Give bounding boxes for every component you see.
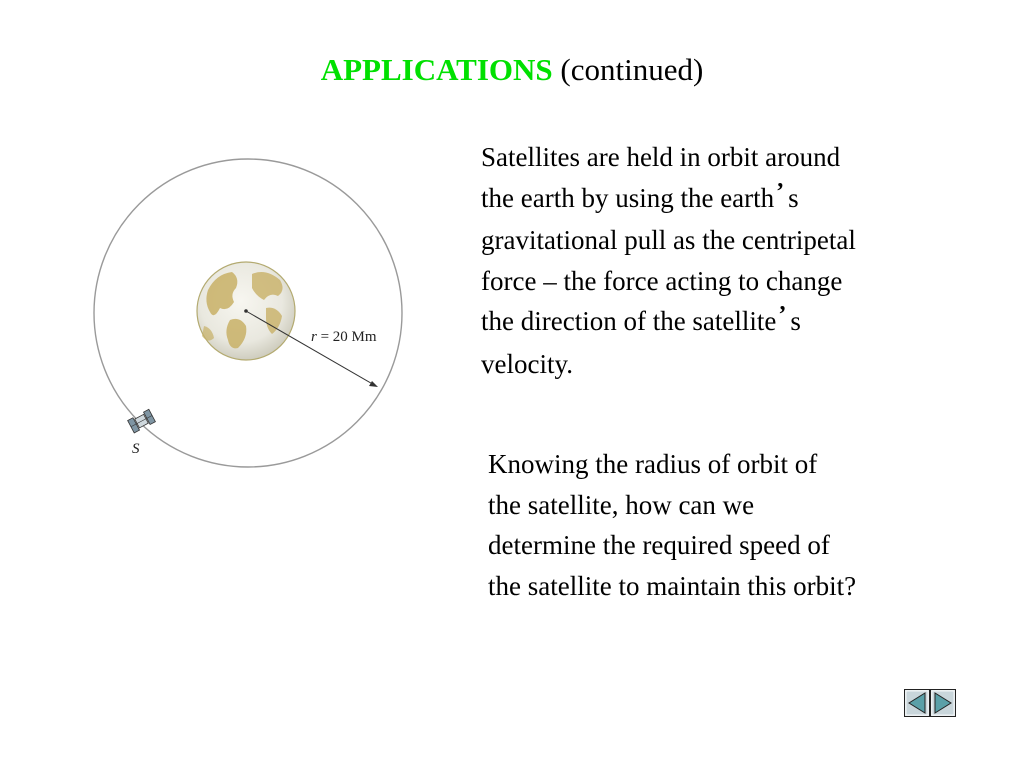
paragraph1-line: the direction of the satellite’ s: [481, 302, 801, 336]
paragraph2-line: the satellite to maintain this orbit?: [488, 570, 857, 601]
paragraph1-line: force – the force acting to change: [481, 265, 843, 296]
apostrophe: ’: [778, 302, 787, 328]
next-slide-button[interactable]: [930, 689, 956, 717]
prev-slide-button[interactable]: [904, 689, 930, 717]
paragraph1-line: gravitational pull as the centripetal: [481, 225, 856, 255]
satellite-label: S: [132, 441, 140, 457]
apostrophe: ’: [776, 178, 785, 205]
radius-arrowhead: [369, 381, 378, 387]
paragraph-question: [488, 444, 856, 606]
slide-navigation: [904, 689, 956, 717]
paragraph2-line: determine the required speed of: [488, 530, 830, 560]
title-main: APPLICATIONS: [320, 52, 553, 87]
title-subtitle: (continued): [552, 52, 704, 87]
satellite-icon: [128, 409, 156, 433]
slide-title: [0, 50, 1024, 90]
orbit-diagram: [80, 150, 420, 480]
paragraph1-line: the earth by using the earth’ s: [481, 178, 799, 213]
radius-label: r = 20 Mm: [311, 329, 377, 345]
paragraph1-line: velocity.: [481, 348, 573, 379]
paragraph2-line: the satellite, how can we: [488, 489, 755, 520]
paragraph2-line: Knowing the radius of orbit of: [488, 449, 818, 479]
paragraph-satellite-orbit: [481, 137, 856, 384]
paragraph1-line: Satellites are held in orbit around: [481, 142, 841, 172]
